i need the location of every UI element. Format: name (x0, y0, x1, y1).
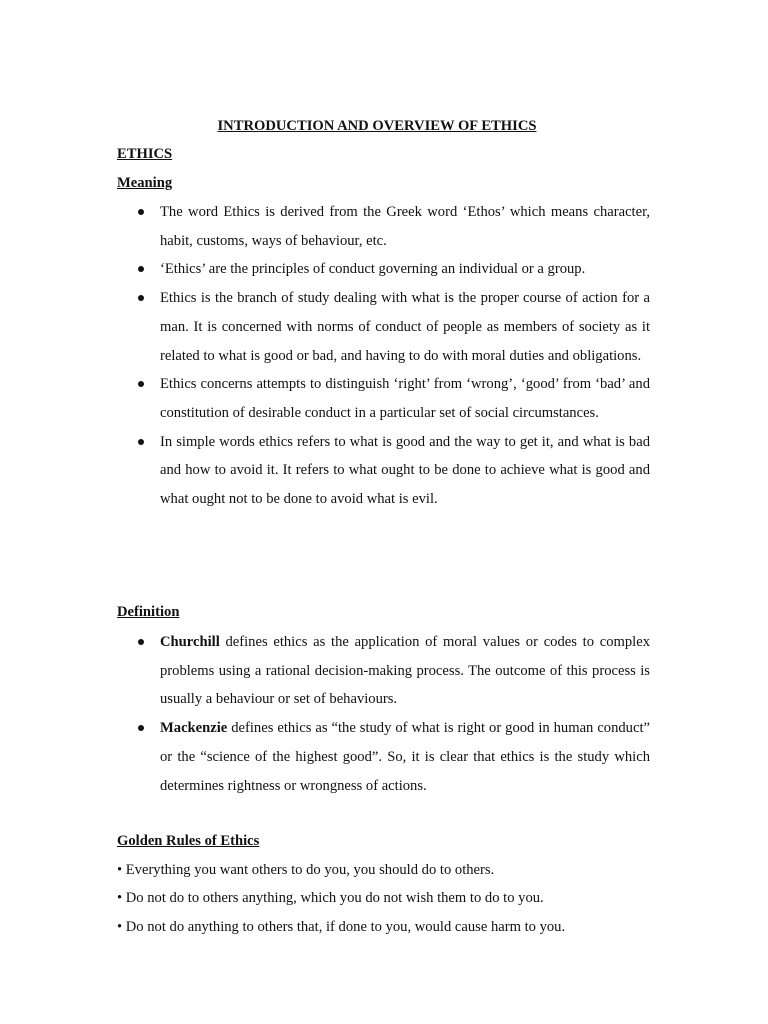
bullet-icon (138, 209, 144, 215)
meaning-heading: Meaning (117, 175, 173, 191)
bullet-icon (138, 295, 144, 301)
document-title: INTRODUCTION AND OVERVIEW OF ETHICS (217, 118, 537, 134)
meaning-list (117, 198, 650, 514)
bullet-icon (138, 725, 144, 731)
bullet-icon (138, 439, 144, 445)
bullet-icon (138, 639, 144, 645)
definition-item-mackenzie: Mackenzie defines ethics as “the study of what is right or good in human conduct” or the “science of the highest good”. So, it is clear that ethics is the study which determines rightness or wrongness of actions. (117, 714, 650, 800)
meaning-item-4: Ethics concerns attempts to distinguish ‘right’ from ‘wrong’, ‘good’ from ‘bad’ and constitution of desirable conduct in a particular set of social circumstances. (117, 370, 650, 427)
golden-rules-heading: Golden Rules of Ethics (117, 833, 260, 849)
definition-heading: Definition (117, 604, 180, 620)
golden-rule-3: • Do not do anything to others that, if done to you, would cause harm to you. (117, 918, 566, 935)
meaning-item-5: In simple words ethics refers to what is good and the way to get it, and what is bad and how to avoid it. It refers to what ought to be done to achieve what is good and what ought not to be done to avoid what is evil. (117, 428, 650, 514)
definition-item-churchill: Churchill defines ethics as the application of moral values or codes to complex problems using a rational decision-making process. The outcome of this process is usually a behaviour or set of behaviours. (117, 628, 650, 714)
meaning-item-1: The word Ethics is derived from the Greek word ‘Ethos’ which means character, habit, customs, ways of behaviour, etc. (117, 198, 650, 255)
meaning-item-3: Ethics is the branch of study dealing with what is the proper course of action for a man. It is concerned with norms of conduct of people as members of society as it related to what is good or bad, and having to do with moral duties and obligations. (117, 284, 650, 370)
author-name: Mackenzie (160, 720, 228, 737)
golden-rule-1: • Everything you want others to do you, you should do to others. (117, 862, 495, 878)
author-name: Churchill (160, 634, 220, 650)
golden-rule-2: • Do not do to others anything, which you do not wish them to do to you. (117, 890, 544, 907)
meaning-item-2: ‘Ethics’ are the principles of conduct governing an individual or a group. (117, 255, 650, 284)
golden-rules-list (117, 856, 657, 941)
section-heading-ethics: ETHICS (117, 146, 173, 162)
bullet-icon (138, 266, 144, 272)
bullet-icon (138, 381, 144, 387)
definition-list (117, 628, 650, 800)
